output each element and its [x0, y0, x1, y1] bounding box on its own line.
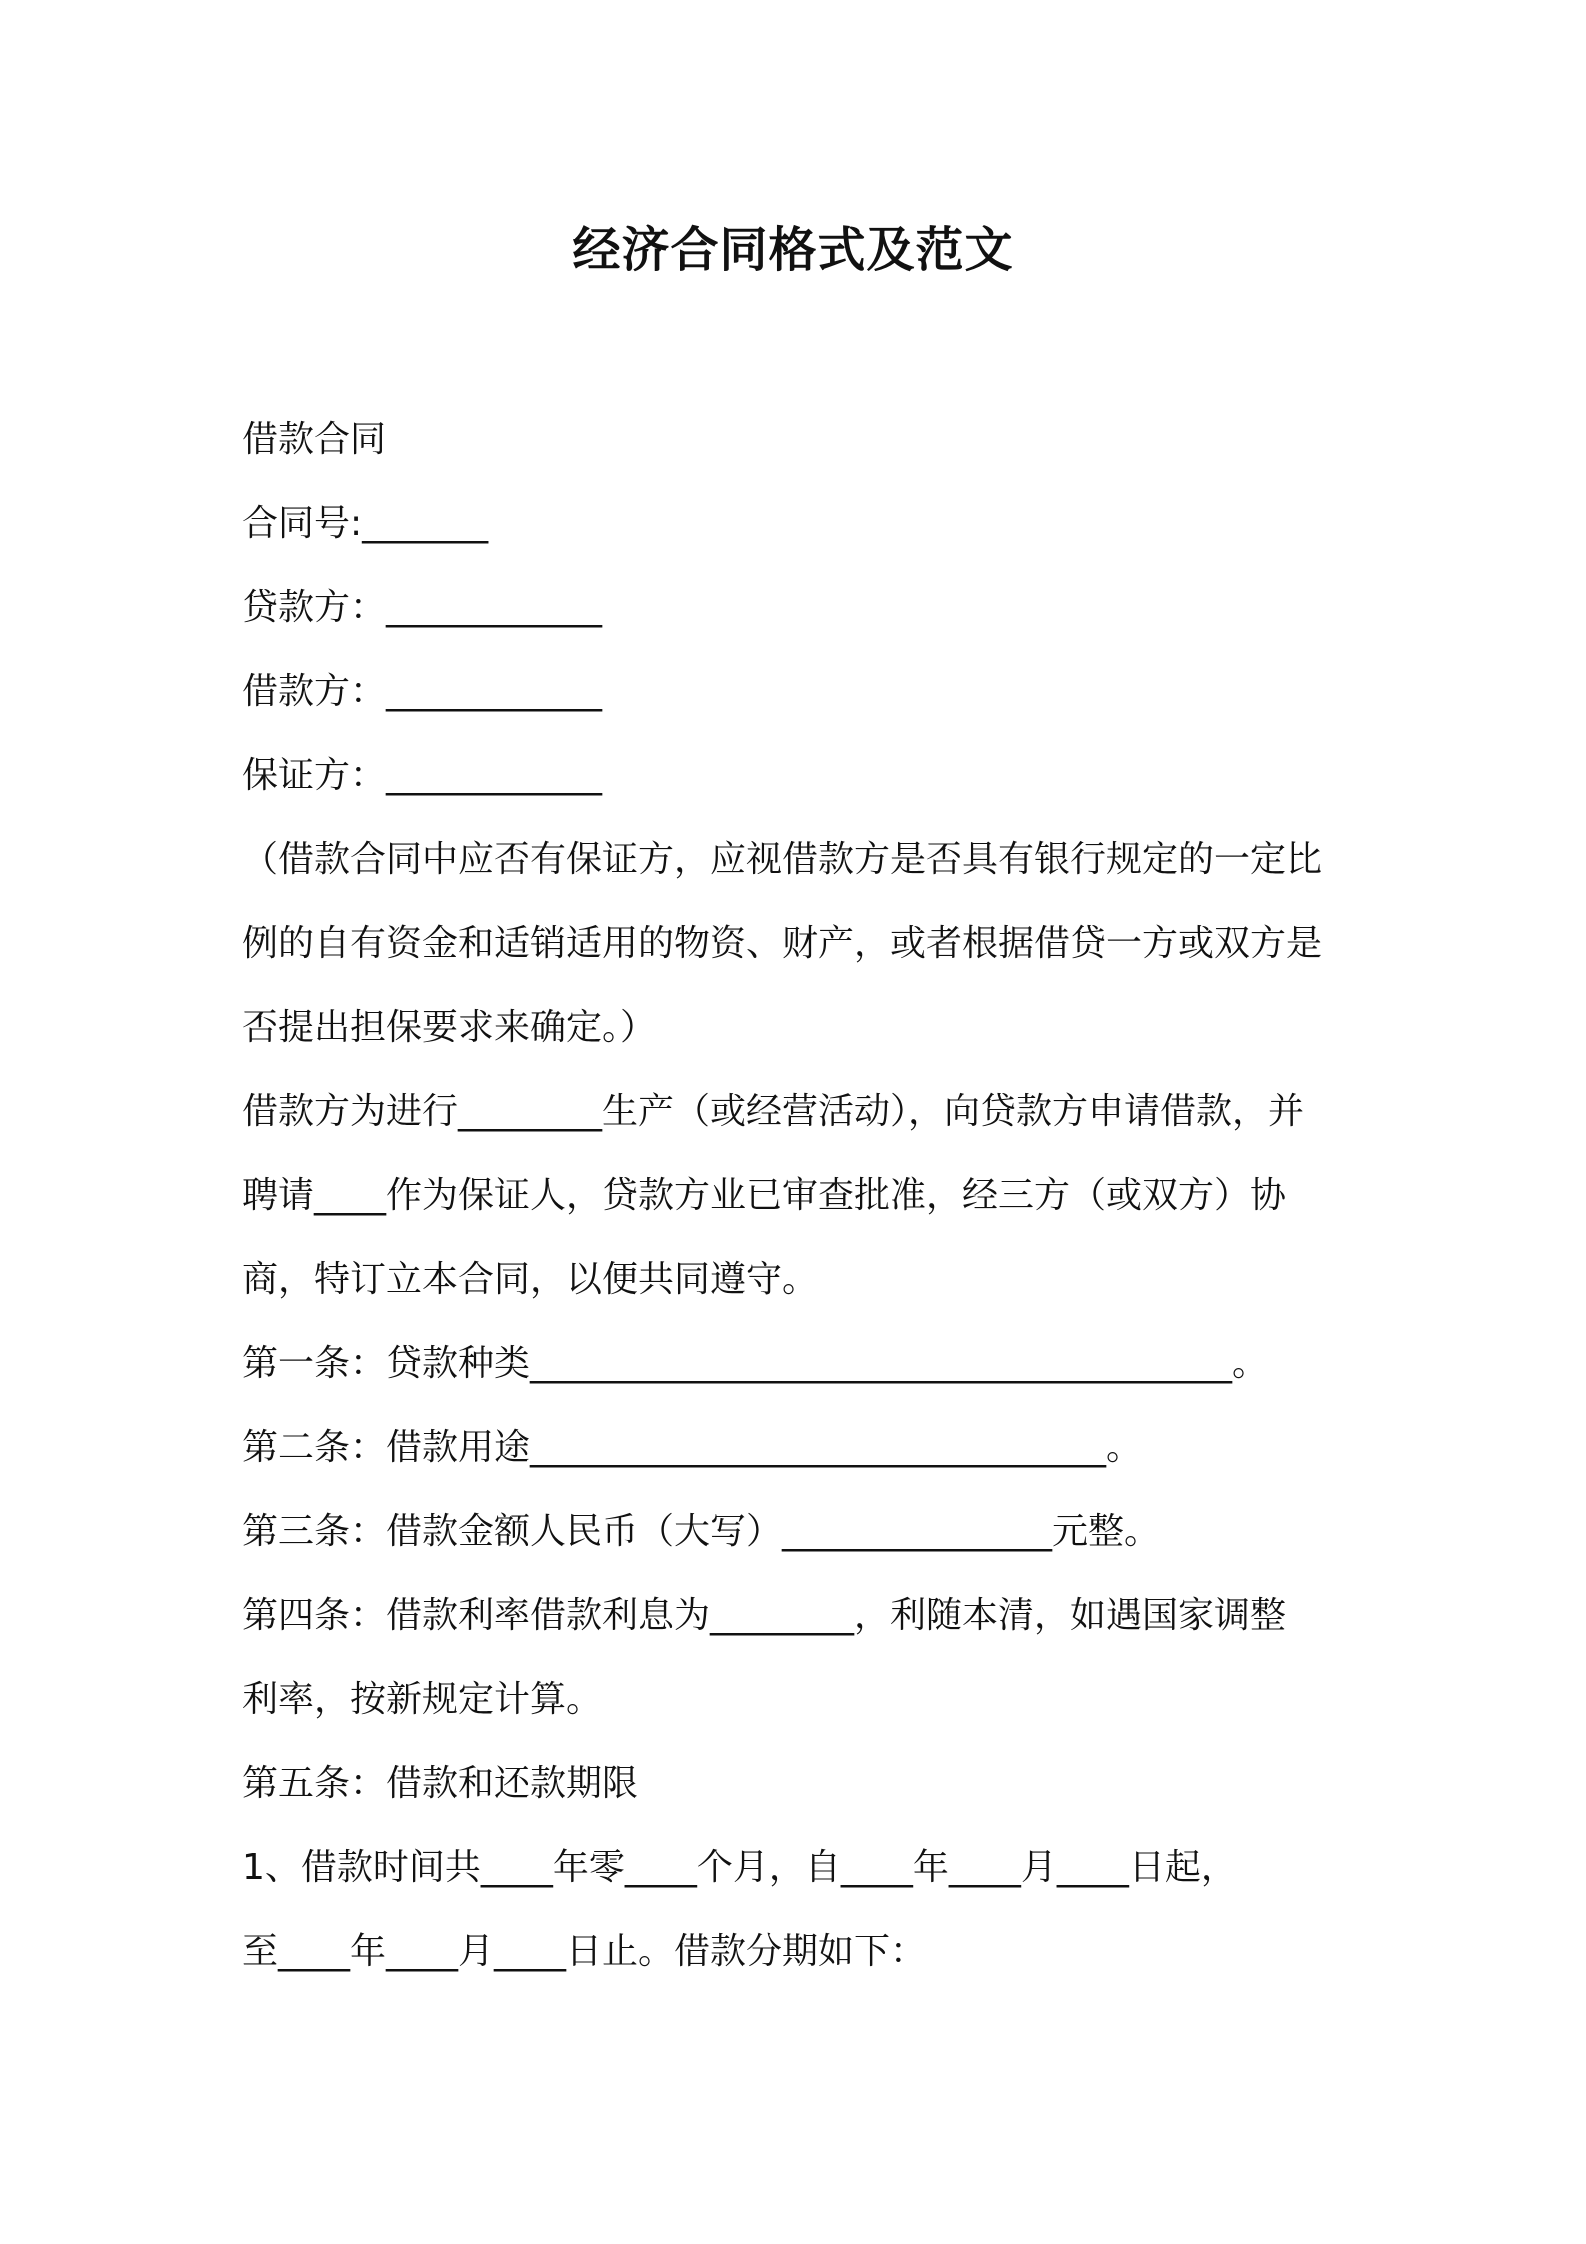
preamble-line-1: 借款方为进行________生产（或经营活动），向贷款方申请借款，并 [242, 1091, 1305, 1132]
guarantor-note-line-1: （借款合同中应否有保证方，应视借款方是否具有银行规定的一定比 [242, 839, 1323, 880]
document-title: 经济合同格式及范文 [572, 222, 1014, 278]
article-4-line-2: 利率，按新规定计算。 [242, 1679, 603, 1720]
preamble-line-2: 聘请____作为保证人，贷款方业已审查批准，经三方（或双方）协 [242, 1175, 1287, 1216]
guarantor-line: 保证方：____________ [242, 755, 603, 796]
article-5-item-1-line-1: 1、借款时间共____年零____个月，自____年____月____日起， [242, 1847, 1237, 1888]
article-3-line: 第三条：借款金额人民币（大写）_______________元整。 [242, 1511, 1161, 1552]
guarantor-note-line-2: 例的自有资金和适销适用的物资、财产，或者根据借贷一方或双方是 [242, 923, 1323, 964]
guarantor-note-line-3: 否提出担保要求来确定。） [242, 1007, 657, 1048]
article-2-line: 第二条：借款用途________________________________。 [242, 1427, 1143, 1468]
borrower-line: 借款方：____________ [242, 671, 603, 712]
preamble-line-3: 商，特订立本合同，以便共同遵守。 [242, 1259, 819, 1300]
article-5-heading: 第五条：借款和还款期限 [242, 1763, 639, 1804]
contract-type-heading: 借款合同 [242, 419, 387, 460]
document-body [242, 398, 1352, 1994]
article-1-line: 第一条：贷款种类_______________________________________。 [242, 1343, 1269, 1384]
article-4-line-1: 第四条：借款利率借款利息为________，利随本清，如遇国家调整 [242, 1595, 1287, 1636]
contract-number-line: 合同号:_______ [242, 503, 489, 544]
lender-line: 贷款方：____________ [242, 587, 603, 628]
article-5-item-1-line-2: 至____年____月____日止。借款分期如下： [242, 1931, 927, 1972]
